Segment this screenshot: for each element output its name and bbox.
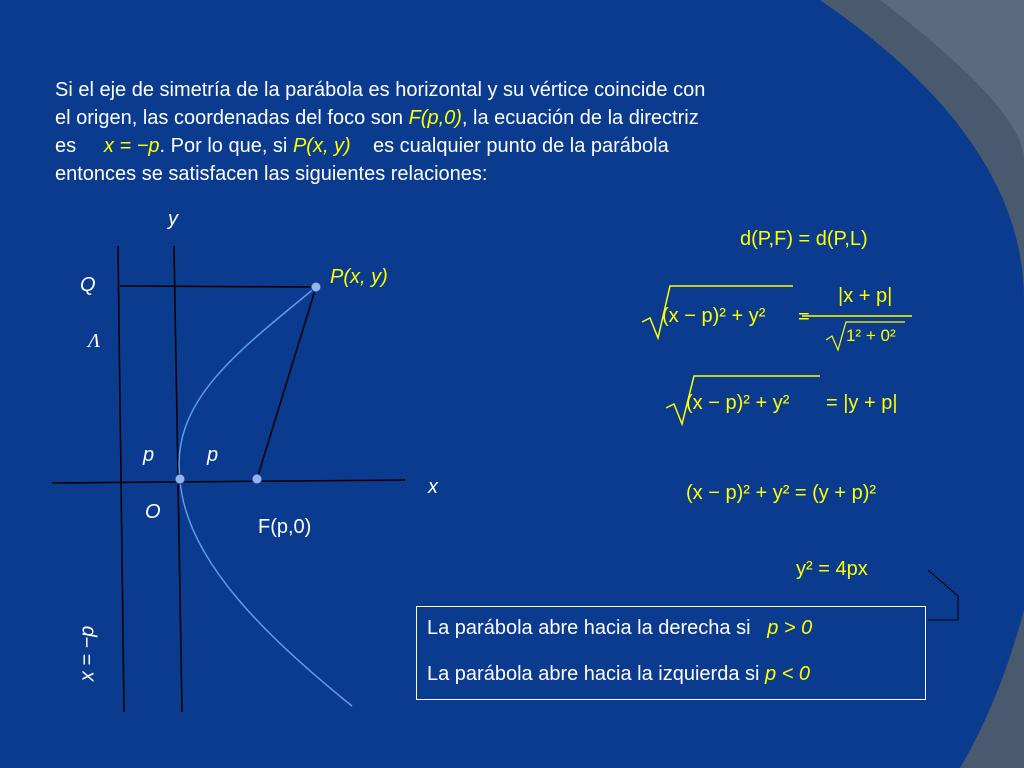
paragraph-text-3c: Por lo que, si — [165, 135, 293, 157]
equation-5: y² = 4px — [796, 558, 868, 580]
result-row-right-text: La parábola abre hacia la derecha si — [427, 617, 751, 639]
paragraph-line-4 — [55, 160, 905, 188]
paragraph-line-3 — [55, 132, 905, 160]
origin-label: O — [145, 501, 161, 523]
point-p-label: P(x, y) — [330, 266, 388, 288]
result-row-left-text: La parábola abre hacia la izquierda si — [427, 663, 760, 685]
point-p — [311, 282, 321, 292]
equation-2-equals: = — [798, 306, 810, 328]
intro-paragraph — [55, 76, 905, 188]
paragraph-text-1: Si el eje de simetría de la parábola es horizontal y su vértice coincide con — [55, 79, 706, 101]
focus-label: F(p,0) — [258, 516, 312, 538]
result-row-left-condition: p < 0 — [765, 663, 811, 685]
lambda-label: Λ — [88, 330, 101, 352]
point-focus — [252, 474, 262, 484]
equation-3-rhs: = |y + p| — [826, 392, 898, 414]
result-row-right-condition: p > 0 — [767, 617, 813, 639]
paragraph-text-3b: . — [159, 135, 166, 157]
equation-4: (x − p)² + y² = (y + p)² — [686, 482, 877, 504]
distance-p-right-label: p — [207, 444, 219, 466]
result-row-left — [427, 663, 810, 686]
directrix-label: x = −p — [76, 625, 99, 682]
q-to-p-line — [120, 286, 316, 287]
directrix-formula: x = −p — [103, 135, 160, 157]
paragraph-line-1 — [55, 76, 905, 104]
equation-distance: d(P,F) = d(P,L) — [740, 228, 868, 250]
result-box — [416, 606, 926, 700]
paragraph-text-3d: es cualquier punto de la parábola — [367, 135, 669, 157]
equation-2-numerator: |x + p| — [838, 285, 893, 307]
q-label: Q — [80, 274, 96, 296]
paragraph-text-3a: es — [55, 135, 82, 157]
focus-formula: F(p,0) — [408, 107, 462, 129]
paragraph-text-2b: , la ecuación de la directriz — [461, 107, 699, 129]
result-row-right — [427, 617, 812, 640]
equation-2-lhs: (x − p)² + y² — [662, 305, 766, 327]
distance-p-left-label: p — [143, 444, 155, 466]
paragraph-text-2a: el origen, las coordenadas del foco son — [55, 107, 409, 129]
paragraph-text-4: entonces se satisfacen las siguientes relaciones: — [55, 163, 488, 185]
x-axis-label: x — [428, 476, 438, 498]
equation-3-lhs: (x − p)² + y² — [686, 392, 790, 414]
point-formula: P(x, y) — [292, 135, 351, 157]
paragraph-line-2 — [55, 104, 905, 132]
y-axis-label: y — [168, 208, 178, 230]
point-origin — [175, 474, 185, 484]
equation-2-denominator: 1² + 0² — [846, 326, 896, 345]
